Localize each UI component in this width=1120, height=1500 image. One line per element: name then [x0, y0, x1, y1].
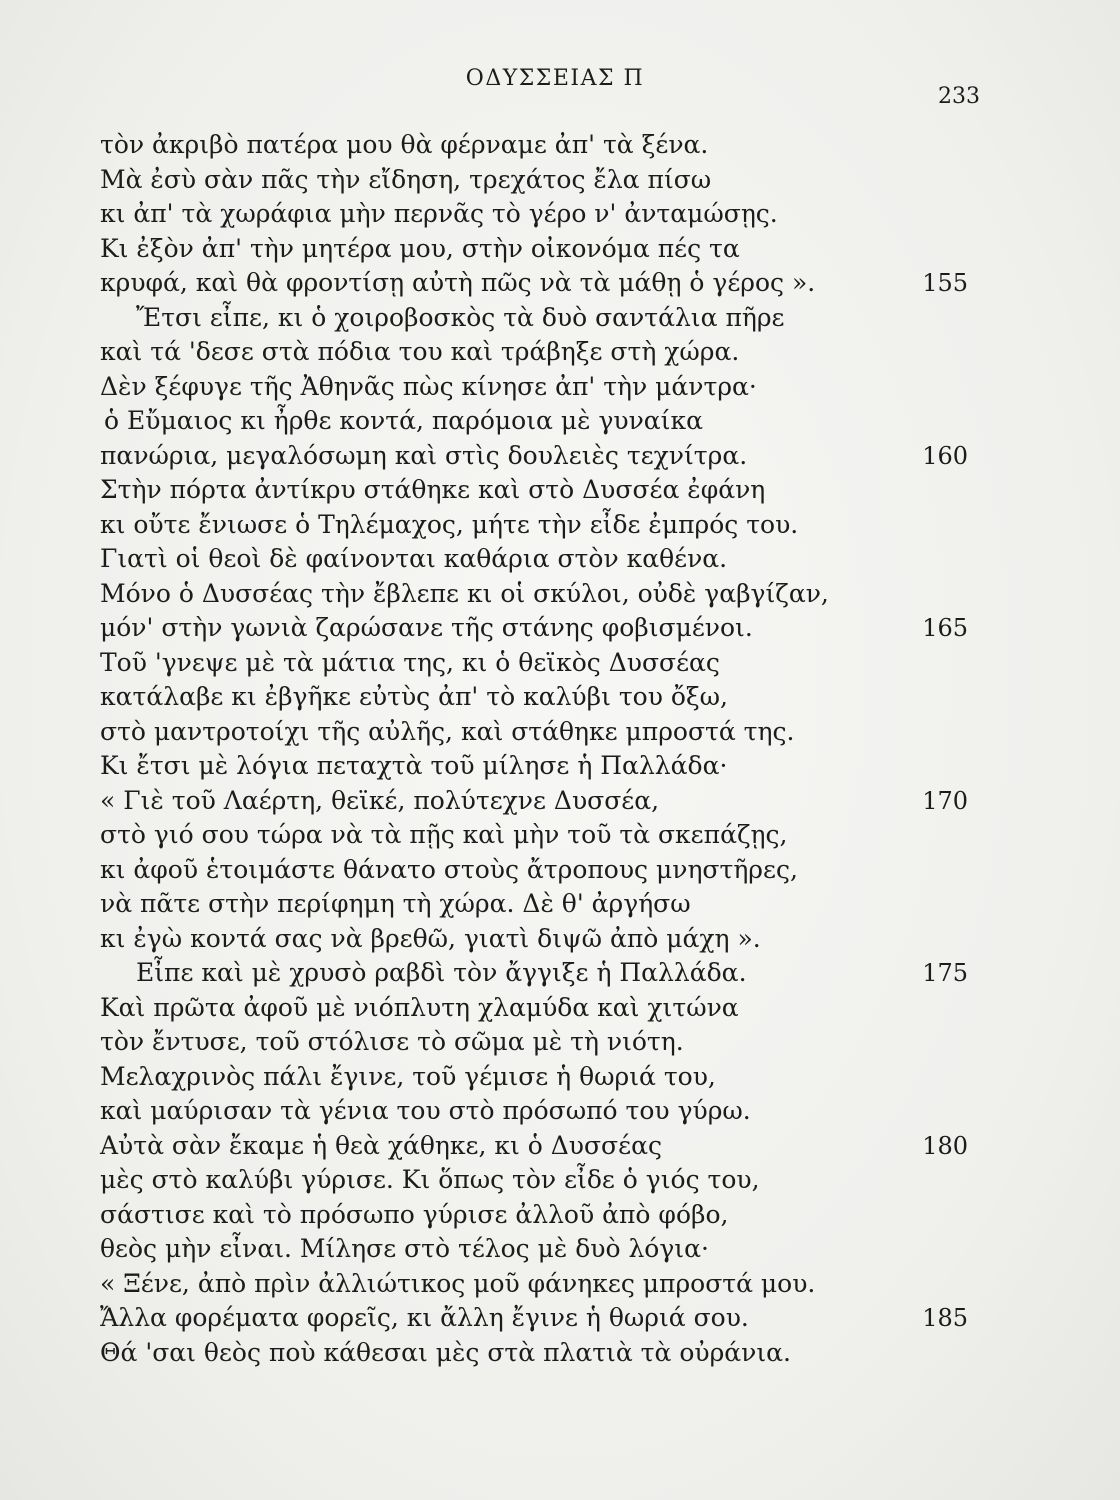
verse-text: νὰ πᾶτε στὴν περίφημη τὴ χώρα. Δὲ θ' ἀργήσω	[100, 889, 691, 918]
verse-text: « Γιὲ τοῦ Λαέρτη, θεϊκέ, πολύτεχνε Δυσσέα,	[100, 785, 660, 815]
verse-text: « Ξένε, ἀπὸ πρὶν ἀλλιώτικος μοῦ φάνηκες μπροστά μου.	[100, 1268, 816, 1298]
verse-line	[100, 577, 980, 612]
verse-line	[100, 646, 980, 681]
verse-text: κι ἀπ' τὰ χωράφια μὴν περνᾶς τὸ γέρο ν' ἀνταμώσῃς.	[100, 199, 778, 228]
verse-line	[100, 439, 980, 474]
verse-text: ὁ Εὔμαιος κι ἦρθε κοντά, παρόμοια μὲ γυναίκα	[104, 406, 703, 435]
verse-line	[100, 611, 980, 646]
line-number: 175	[922, 959, 968, 987]
running-header: ΟΔΥΣΣΕΙΑΣ Π	[465, 66, 645, 91]
verse-line	[100, 1060, 980, 1095]
verse-line	[100, 370, 980, 405]
verse-line	[100, 473, 980, 508]
line-number: 180	[922, 1131, 968, 1160]
verse-line	[100, 680, 980, 715]
verse-line	[100, 163, 980, 198]
verse-text: Κι ἔτσι μὲ λόγια πεταχτὰ τοῦ μίλησε ἡ Παλλάδα·	[100, 751, 728, 780]
verse-line	[100, 1025, 980, 1060]
line-number: 155	[922, 269, 968, 297]
verse-line	[100, 1232, 980, 1267]
verse-text: Καὶ πρῶτα ἀφοῦ μὲ νιόπλυτη χλαμύδα καὶ χιτώνα	[100, 992, 739, 1022]
verse-line	[100, 197, 980, 232]
verse-line	[100, 818, 980, 853]
verse-text: κι ἀφοῦ ἑτοιμάστε θάνατο στοὺς ἄτροπους μνηστῆρες,	[100, 854, 798, 884]
verse-text: τὸν ἔντυσε, τοῦ στόλισε τὸ σῶμα μὲ τὴ νιότη.	[100, 1027, 684, 1056]
verse-text: στὸ γιό σου τώρα νὰ τὰ πῇς καὶ μὴν τοῦ τὰ σκεπάζῃς,	[100, 820, 788, 849]
verse-text: κατάλαβε κι ἐβγῆκε εὐτὺς ἀπ' τὸ καλύβι του ὄξω,	[100, 682, 729, 711]
verse-line	[100, 784, 980, 819]
verse-text: μόν' στὴν γωνιὰ ζαρώσανε τῆς στάνης φοβισμένοι.	[100, 613, 753, 642]
verse-line	[100, 749, 980, 784]
verse-text: καὶ τά 'δεσε στὰ πόδια του καὶ τράβηξε στὴ χώρα.	[100, 337, 740, 366]
verse-line	[100, 956, 980, 991]
line-number: 160	[922, 441, 968, 470]
verse-line	[100, 853, 980, 888]
verse-text: Ἔτσι εἶπε, κι ὁ χοιροβοσκὸς τὰ δυὸ σαντάλια πῆρε	[136, 302, 785, 332]
verse-line	[100, 508, 980, 543]
verse-text: Στὴν πόρτα ἀντίκρυ στάθηκε καὶ στὸ Δυσσέα ἐφάνη	[100, 475, 766, 504]
verse-line	[100, 1267, 980, 1302]
verse-line	[100, 922, 980, 957]
verse-text: καὶ μαύρισαν τὰ γένια του στὸ πρόσωπό του γύρω.	[100, 1096, 751, 1125]
verse-line	[100, 232, 980, 267]
verse-text: Γιατὶ οἱ θεοὶ δὲ φαίνονται καθάρια στὸν καθένα.	[100, 544, 728, 573]
verse-text: τὸν ἀκριβὸ πατέρα μου θὰ φέρναμε ἀπ' τὰ ξένα.	[100, 130, 709, 159]
verse-line	[100, 542, 980, 577]
verse-text: Τοῦ 'γνεψε μὲ τὰ μάτια της, κι ὁ θεϊκὸς Δυσσέας	[100, 647, 720, 677]
verse-text: Μὰ ἐσὺ σὰν πᾶς τὴν εἴδηση, τρεχάτος ἔλα πίσω	[100, 164, 712, 194]
verse-text: κι ἐγὼ κοντά σας νὰ βρεθῶ, γιατὶ διψῶ ἀπὸ μάχη ».	[100, 923, 761, 953]
verse-text: Μελαχρινὸς πάλι ἔγινε, τοῦ γέμισε ἡ θωριά του,	[100, 1061, 716, 1091]
verse-text: Δὲν ξέφυγε τῆς Ἀθηνᾶς πὼς κίνησε ἀπ' τὴν μάντρα·	[100, 371, 757, 401]
verse-text: κι οὔτε ἔνιωσε ὁ Τηλέμαχος, μήτε τὴν εἶδε ἐμπρός του.	[100, 509, 799, 539]
verse-text: Εἶπε καὶ μὲ χρυσὸ ραβδὶ τὸν ἄγγιξε ἡ Παλλάδα.	[136, 958, 747, 987]
verse-line	[100, 128, 980, 163]
verse-line	[100, 715, 980, 750]
verse-line	[100, 1301, 980, 1336]
verse-text: Αὐτὰ σὰν ἔκαμε ἡ θεὰ χάθηκε, κι ὁ Δυσσέας	[100, 1130, 662, 1160]
verse-line	[100, 335, 980, 370]
verse-line	[100, 1336, 980, 1371]
verse-text: Μόνο ὁ Δυσσέας τὴν ἔβλεπε κι οἱ σκύλοι, οὐδὲ γαβγίζαν,	[100, 578, 829, 608]
verse-block	[100, 128, 980, 1370]
verse-line	[100, 404, 980, 439]
verse-text: Ἄλλα φορέματα φορεῖς, κι ἄλλη ἔγινε ἡ θωριά σου.	[100, 1303, 749, 1332]
verse-line	[100, 991, 980, 1026]
verse-text: μὲς στὸ καλύβι γύρισε. Κι ὅπως τὸν εἶδε ὁ γιός του,	[100, 1165, 760, 1194]
line-number: 165	[922, 614, 968, 642]
verse-line	[100, 1129, 980, 1164]
verse-line	[100, 1198, 980, 1233]
line-number: 185	[922, 1304, 968, 1332]
verse-line	[100, 887, 980, 922]
verse-text: πανώρια, μεγαλόσωμη καὶ στὶς δουλειὲς τεχνίτρα.	[100, 440, 748, 470]
verse-text: σάστισε καὶ τὸ πρόσωπο γύρισε ἀλλοῦ ἀπὸ φόβο,	[100, 1199, 729, 1229]
verse-text: στὸ μαντροτοίχι τῆς αὐλῆς, καὶ στάθηκε μπροστά της.	[100, 716, 795, 746]
verse-line	[100, 1163, 980, 1198]
verse-line	[100, 266, 980, 301]
verse-line	[100, 301, 980, 336]
verse-text: Θά 'σαι θεὸς ποὺ κάθεσαι μὲς στὰ πλατιὰ τὰ οὐράνια.	[100, 1337, 792, 1367]
verse-text: Κι ἐξὸν ἀπ' τὴν μητέρα μου, στὴν οἰκονόμα πές τα	[100, 233, 740, 263]
verse-text: θεὸς μὴν εἶναι. Μίλησε στὸ τέλος μὲ δυὸ λόγια·	[100, 1234, 709, 1263]
verse-text: κρυφά, καὶ θὰ φροντίσῃ αὐτὴ πῶς νὰ τὰ μάθῃ ὁ γέρος ».	[100, 268, 816, 297]
verse-line	[100, 1094, 980, 1129]
page-number: 233	[938, 84, 980, 109]
line-number: 170	[922, 786, 968, 815]
